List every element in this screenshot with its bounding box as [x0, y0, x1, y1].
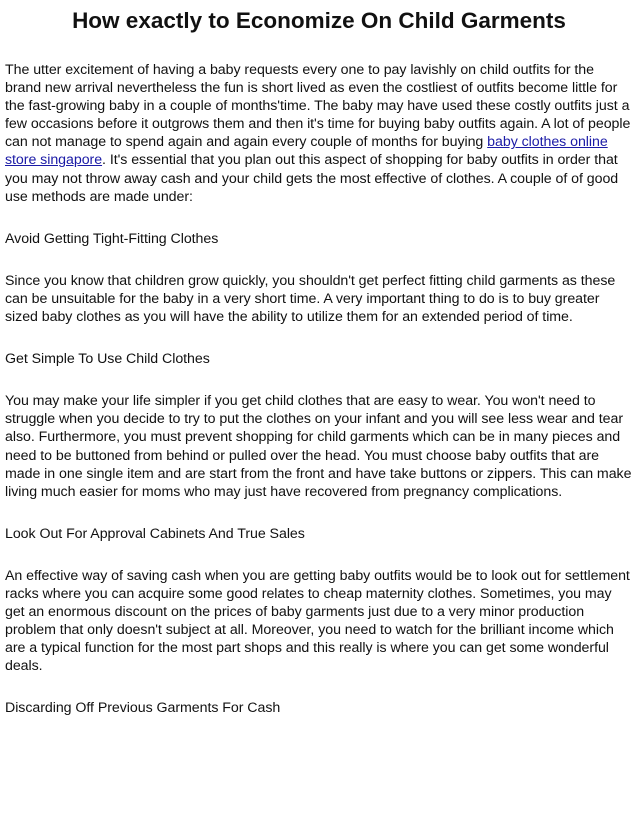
section-body-tight-fitting: Since you know that children grow quickly, you shouldn't get perfect fitting child garments as these can be unsuitable for the baby in a very short time. A very important thing to do is to buy greater sized baby clothes as you will have the ability to utilize them for an extended period of time. [5, 272, 616, 326]
page-title: How exactly to Economize On Child Garments [72, 8, 566, 33]
section-heading-clearance-sales: Look Out For Approval Cabinets And True Sales [5, 525, 305, 542]
baby-clothes-store-link[interactable]: baby clothes online store singapore [5, 134, 608, 169]
section-heading-simple-clothes: Get Simple To Use Child Clothes [5, 351, 210, 368]
intro-paragraph [5, 61, 633, 206]
intro-text-after-link: . It's essential that you plan out this aspect of shopping for baby outfits in order that you may not throw away cash and your child gets the most effective of clothes. A couple of of good use methods are made under: [5, 152, 619, 205]
document-page [5, 8, 633, 718]
section-body-clearance-sales: An effective way of saving cash when you are getting baby outfits would be to look out for settlement racks where you can acquire some good relates to cheap maternity clothes. Sometimes, you may get an enormous discount on the prices of baby garments just due to a very minor production problem that only doesn't subject at all. Moreover, you need to watch for the brilliant income which are a typical function for the most part shops and this really is where you can get some wonderful deals. [5, 567, 630, 675]
section-heading-old-garments: Discarding Off Previous Garments For Cash [5, 700, 281, 717]
section-heading-tight-fitting: Avoid Getting Tight-Fitting Clothes [5, 230, 219, 247]
section-body-simple-clothes: You may make your life simpler if you get child clothes that are easy to wear. You won't need to struggle when you decide to try to put the clothes on your infant and you will see less wear and tear also. Furthermore, you must prevent shopping for child garments which can be in many pieces and need to be buttoned from behind or pulled over the head. You must choose baby outfits that are made in one single item and are start from the front and have take buttons or zippers. This can make living much easier for moms who may just have recovered from pregnancy complications. [5, 393, 632, 500]
intro-text-before-link: The utter excitement of having a baby requests every one to pay lavishly on child outfits for the brand new arrival nevertheless the fun is short lived as even the costliest of outfits become little for the fast-growing baby in a couple of months'time. The baby may have used these costly outfits just a few occasions before it outgrows them and then it's time for buying baby outfits again. A lot of people can not manage to spend again and again every couple of months for buying [5, 62, 631, 151]
